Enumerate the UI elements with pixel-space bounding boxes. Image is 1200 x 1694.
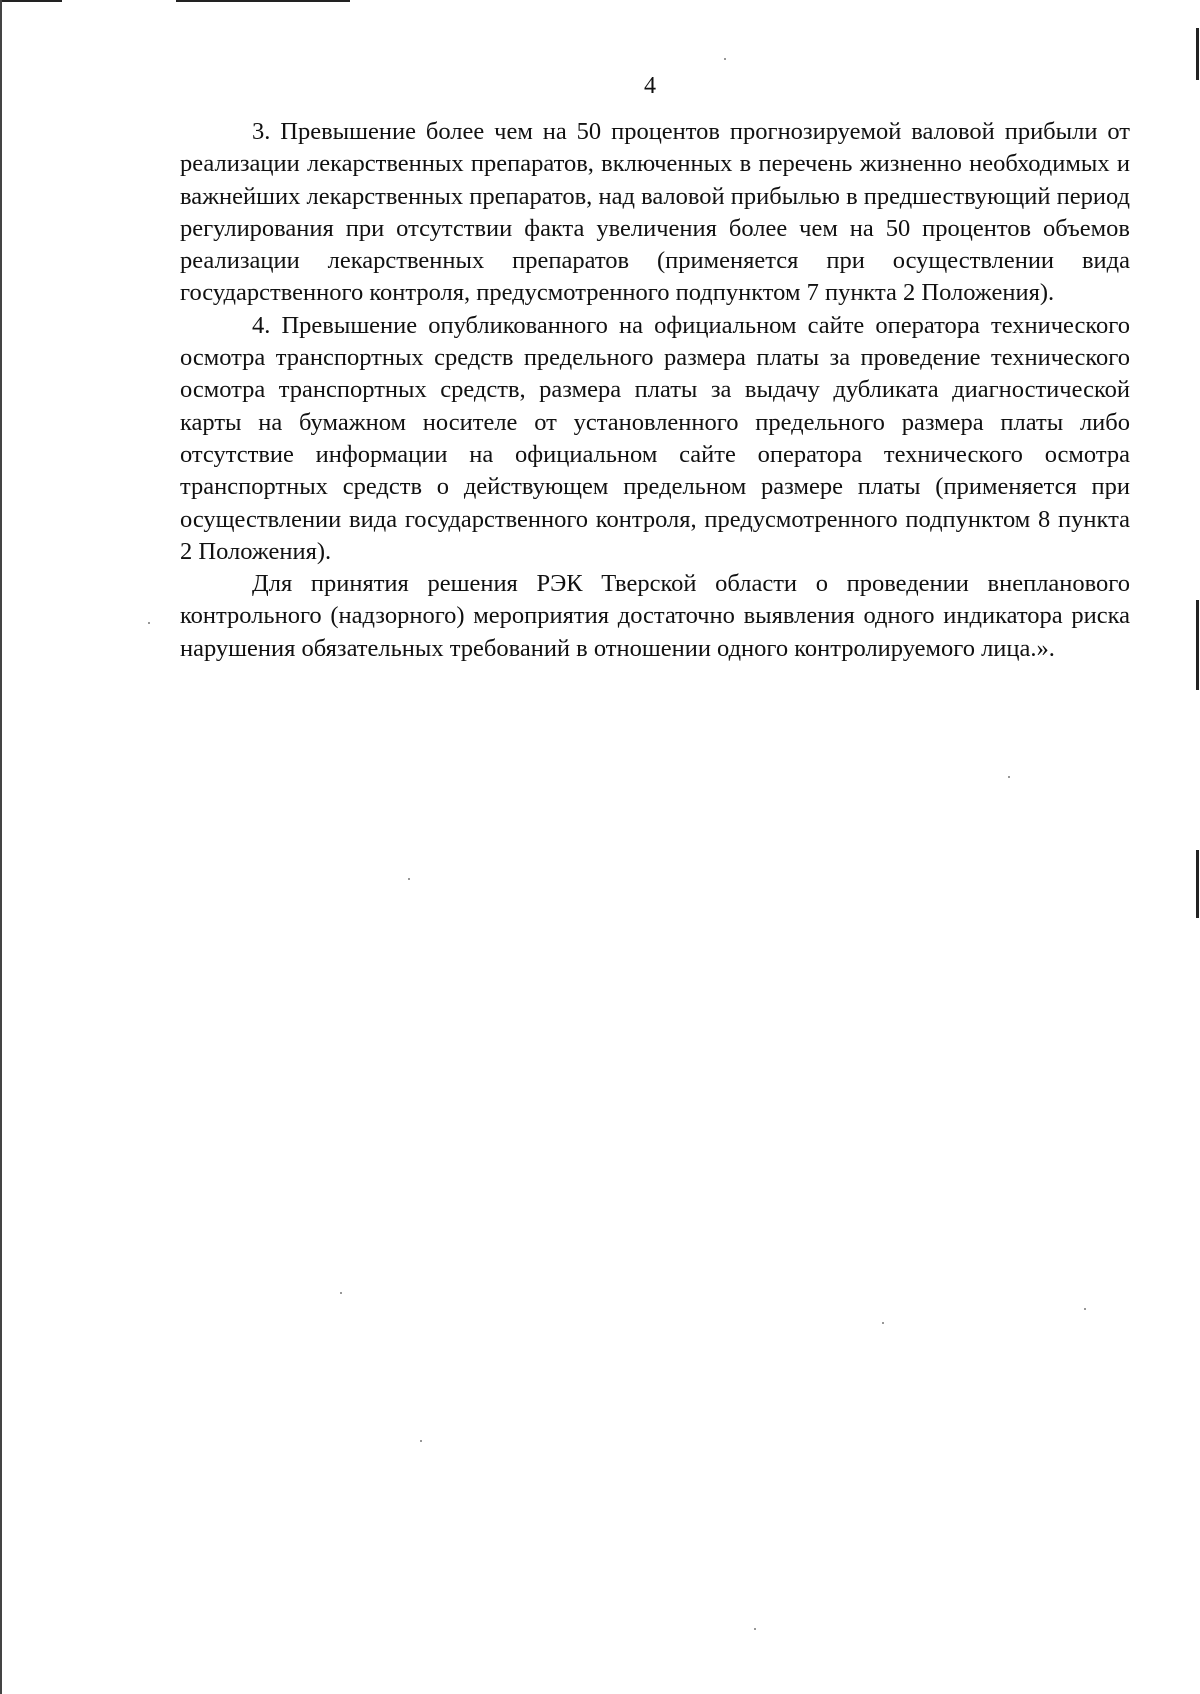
scan-speck xyxy=(1008,776,1010,778)
scan-edge-top-middle xyxy=(176,0,350,2)
document-body xyxy=(180,116,1130,665)
scan-speck xyxy=(340,1292,342,1294)
scan-speck xyxy=(420,1440,422,1442)
scan-edge-right-3 xyxy=(1196,850,1199,918)
scan-edge-right-2 xyxy=(1196,600,1199,690)
scan-edge-top-left xyxy=(0,0,62,2)
paragraph-item-4: 4. Превышение опубликованного на официальном сайте оператора технического осмотра транспортных средств предельного размера платы за проведение технического осмотра транспортных средств, размера платы за выдачу дубликата диагностической карты на бумажном носителе от установленного предельного размера платы либо отсутствие информации на официальном сайте оператора технического осмотра транспортных средств о действующем предельном размере платы (применяется при осуществлении вида государственного контроля, предусмотренного подпунктом 8 пункта 2 Положения). xyxy=(180,311,1130,565)
paragraph-decision-note: Для принятия решения РЭК Тверской области о проведении внепланового контрольного (надзорного) мероприятия достаточно выявления одного индикатора риска нарушения обязательных требований в отношении одного контролируемого лица.». xyxy=(180,570,1130,662)
scan-speck xyxy=(882,1322,884,1324)
scan-speck xyxy=(408,878,410,880)
scan-speck xyxy=(724,58,726,60)
scan-speck xyxy=(148,622,150,624)
scan-speck xyxy=(754,1628,756,1630)
scan-edge-left xyxy=(0,0,2,1694)
page-number: 4 xyxy=(644,73,656,99)
scan-speck xyxy=(1084,1308,1086,1310)
paragraph-item-3: 3. Превышение более чем на 50 процентов прогнозируемой валовой прибыли от реализации лекарственных препаратов, включенных в перечень жизненно необходимых и важнейших лекарственных препаратов, над валовой прибылью в предшествующий период регулирования при отсутствии факта увеличения более чем на 50 процентов объемов реализации лекарственных препаратов (применяется при осуществлении вида государственного контроля, предусмотренного подпунктом 7 пункта 2 Положения). xyxy=(180,118,1130,307)
